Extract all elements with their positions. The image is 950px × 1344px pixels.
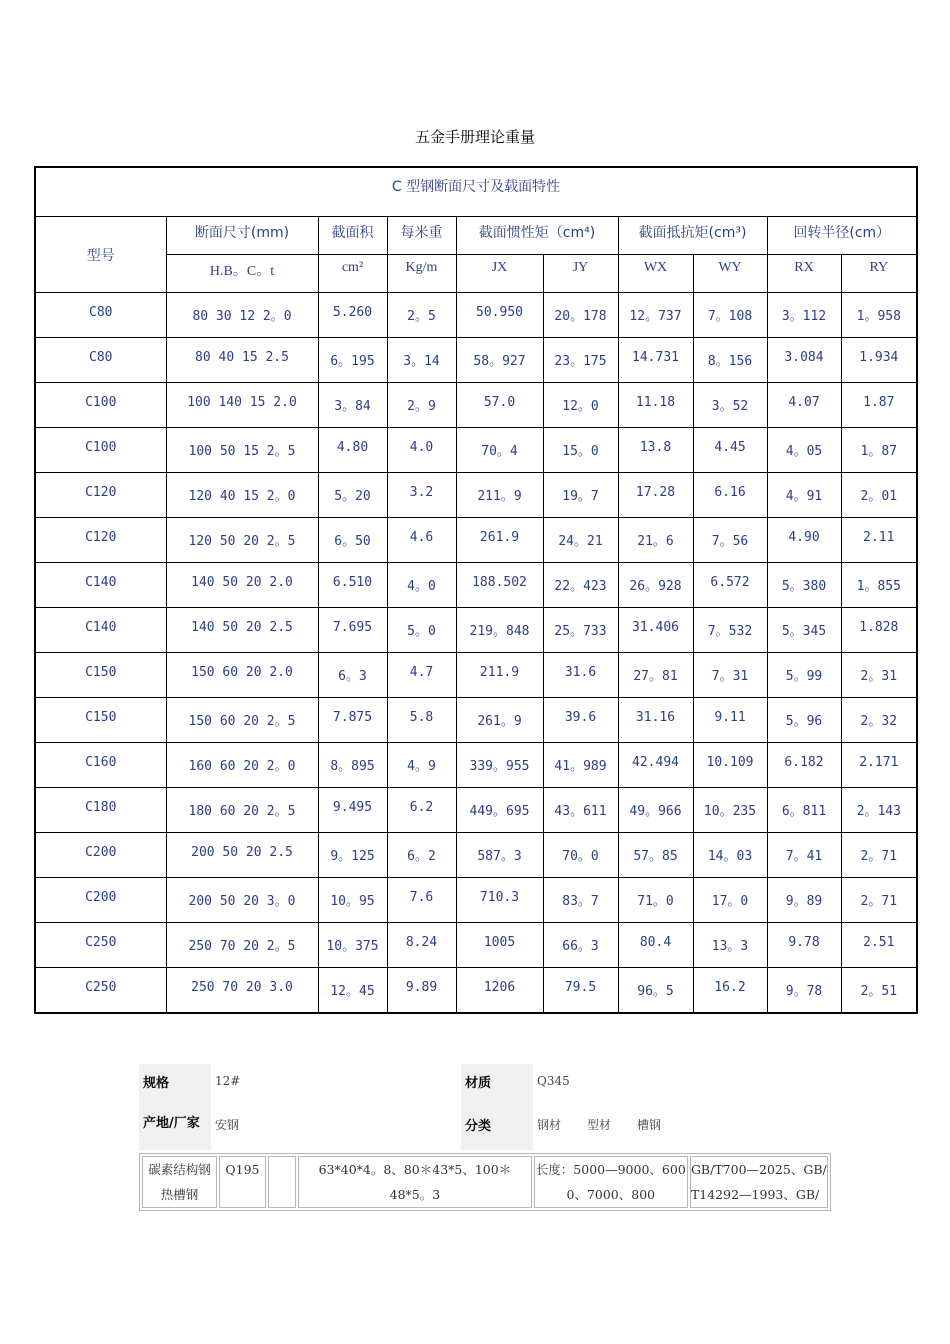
cell-model: C200 <box>35 878 166 923</box>
cell-model: C100 <box>35 428 166 473</box>
subheader-jx: JX <box>456 255 543 293</box>
header-modulus: 截面抵抗矩(cm³) <box>618 217 767 255</box>
cell-ry: 1。87 <box>841 428 917 473</box>
spec-detail-table <box>139 1153 831 1211</box>
subheader-rx: RX <box>767 255 841 293</box>
cell-weight: 4。0 <box>387 563 456 608</box>
cell-rx: 5。380 <box>767 563 841 608</box>
category-channel-link[interactable]: 槽钢 <box>637 1117 662 1132</box>
cell-wy: 7。108 <box>693 293 767 338</box>
cell-wx: 31.406 <box>618 608 693 653</box>
table-row <box>35 518 917 563</box>
cell-model: C80 <box>35 338 166 383</box>
cell-rx: 4.90 <box>767 518 841 563</box>
cell-model: C250 <box>35 968 166 1014</box>
table-row <box>35 473 917 518</box>
cell-jy: 43。611 <box>543 788 618 833</box>
cell-jx: 70。4 <box>456 428 543 473</box>
table-row <box>35 743 917 788</box>
cell-weight: 8.24 <box>387 923 456 968</box>
cell-wy: 10.109 <box>693 743 767 788</box>
cell-dims: 250 70 20 2。5 <box>166 923 318 968</box>
cell-jx: 188.502 <box>456 563 543 608</box>
cell-wy: 6.572 <box>693 563 767 608</box>
cell-area: 7.875 <box>318 698 387 743</box>
cell-area: 12。45 <box>318 968 387 1014</box>
cell-area: 6。195 <box>318 338 387 383</box>
spec-value: 12# <box>211 1064 461 1098</box>
table-row <box>35 833 917 878</box>
cell-model: C150 <box>35 653 166 698</box>
cell-jx: 449。695 <box>456 788 543 833</box>
cell-wy: 17。0 <box>693 878 767 923</box>
cell-ry: 2。71 <box>841 878 917 923</box>
cell-wy: 13。3 <box>693 923 767 968</box>
cell-jy: 41。989 <box>543 743 618 788</box>
cell-weight: 6.2 <box>387 788 456 833</box>
cell-ry: 2.171 <box>841 743 917 788</box>
cell-ry: 1.87 <box>841 383 917 428</box>
cell-rx: 3.084 <box>767 338 841 383</box>
cell-wy: 6.16 <box>693 473 767 518</box>
cell-wy: 7。31 <box>693 653 767 698</box>
cell-rx: 4。05 <box>767 428 841 473</box>
cell-jy: 12。0 <box>543 383 618 428</box>
cell-dims: 120 40 15 2。0 <box>166 473 318 518</box>
cell-wx: 17.28 <box>618 473 693 518</box>
table-caption: C 型钢断面尺寸及载面特性 <box>35 167 917 217</box>
cell-ry: 1.934 <box>841 338 917 383</box>
header-model: 型号 <box>35 217 166 293</box>
cell-ry: 2。51 <box>841 968 917 1014</box>
header-area: 截面积 <box>318 217 387 255</box>
cell-jy: 24。21 <box>543 518 618 563</box>
subheader-jy: JY <box>543 255 618 293</box>
cell-dims: 250 70 20 3.0 <box>166 968 318 1014</box>
cell-jx: 219。848 <box>456 608 543 653</box>
material-value: Q345 <box>533 1064 831 1098</box>
material-label: 材质 <box>461 1064 533 1098</box>
cell-wy: 7。532 <box>693 608 767 653</box>
subheader-wy: WY <box>693 255 767 293</box>
cell-weight: 4.6 <box>387 518 456 563</box>
cell-model: C120 <box>35 473 166 518</box>
cell-weight: 2。5 <box>387 293 456 338</box>
cell-wy: 8。156 <box>693 338 767 383</box>
cell-jy: 83。7 <box>543 878 618 923</box>
header-inertia: 截面惯性矩（cm⁴) <box>456 217 618 255</box>
cell-rx: 4。91 <box>767 473 841 518</box>
category-steel-link[interactable]: 钢材 <box>537 1117 562 1132</box>
cell-weight: 9.89 <box>387 968 456 1014</box>
cell-area: 9.495 <box>318 788 387 833</box>
cell-jx: 211.9 <box>456 653 543 698</box>
cell-jy: 19。7 <box>543 473 618 518</box>
cell-ry: 1。958 <box>841 293 917 338</box>
cell-dims: 80 30 12 2。0 <box>166 293 318 338</box>
cell-model: C200 <box>35 833 166 878</box>
table-row <box>35 338 917 383</box>
cell-wx: 80.4 <box>618 923 693 968</box>
spec-row-standard: GB/T700—2025、GB/T14292—1993、GB/ <box>690 1156 828 1208</box>
cell-area: 5.260 <box>318 293 387 338</box>
c-steel-table <box>34 166 918 1014</box>
cell-jy: 20。178 <box>543 293 618 338</box>
cell-weight: 4.7 <box>387 653 456 698</box>
cell-rx: 5。96 <box>767 698 841 743</box>
spec-row-grade: Q195 <box>219 1156 266 1208</box>
cell-ry: 1。855 <box>841 563 917 608</box>
cell-model: C80 <box>35 293 166 338</box>
cell-ry: 1.828 <box>841 608 917 653</box>
cell-jy: 70。0 <box>543 833 618 878</box>
cell-wy: 16.2 <box>693 968 767 1014</box>
header-weight: 每米重 <box>387 217 456 255</box>
cell-wx: 11.18 <box>618 383 693 428</box>
cell-jy: 39.6 <box>543 698 618 743</box>
cell-model: C180 <box>35 788 166 833</box>
cell-jy: 23。175 <box>543 338 618 383</box>
cell-rx: 9.78 <box>767 923 841 968</box>
spec-row-blank <box>268 1156 296 1208</box>
header-dims: 断面尺寸(mm) <box>166 217 318 255</box>
cell-wy: 4.45 <box>693 428 767 473</box>
cell-jy: 25。733 <box>543 608 618 653</box>
cell-jx: 710.3 <box>456 878 543 923</box>
cell-jy: 15。0 <box>543 428 618 473</box>
cell-dims: 180 60 20 2。5 <box>166 788 318 833</box>
cell-weight: 3.2 <box>387 473 456 518</box>
cell-model: C150 <box>35 698 166 743</box>
table-row <box>35 428 917 473</box>
cell-ry: 2.51 <box>841 923 917 968</box>
spec-row-name: 碳素结构钢热槽钢 <box>142 1156 217 1208</box>
cell-wx: 26。928 <box>618 563 693 608</box>
cell-rx: 6。811 <box>767 788 841 833</box>
cell-dims: 80 40 15 2.5 <box>166 338 318 383</box>
spec-row-length: 长度：5000—9000、6000、7000、800 <box>534 1156 688 1208</box>
cell-dims: 100 50 15 2。5 <box>166 428 318 473</box>
page-title: 五金手册理论重量 <box>414 128 535 146</box>
origin-label: 产地/厂家 <box>139 1098 211 1150</box>
cell-weight: 6。2 <box>387 833 456 878</box>
cell-model: C250 <box>35 923 166 968</box>
cell-model: C140 <box>35 563 166 608</box>
cell-weight: 5。0 <box>387 608 456 653</box>
cell-weight: 5.8 <box>387 698 456 743</box>
cell-dims: 100 140 15 2.0 <box>166 383 318 428</box>
table-row <box>35 383 917 428</box>
table-row <box>35 968 917 1014</box>
cell-wx: 14.731 <box>618 338 693 383</box>
cell-area: 10。95 <box>318 878 387 923</box>
cell-rx: 6.182 <box>767 743 841 788</box>
subheader-weight-unit: Kg/m <box>387 255 456 293</box>
cell-weight: 2。9 <box>387 383 456 428</box>
cell-model: C160 <box>35 743 166 788</box>
cell-rx: 5。345 <box>767 608 841 653</box>
cell-ry: 2。01 <box>841 473 917 518</box>
cell-ry: 2。31 <box>841 653 917 698</box>
cell-wy: 9.11 <box>693 698 767 743</box>
table-row <box>35 923 917 968</box>
cell-jx: 261。9 <box>456 698 543 743</box>
cell-weight: 3。14 <box>387 338 456 383</box>
cell-wy: 7。56 <box>693 518 767 563</box>
cell-rx: 7。41 <box>767 833 841 878</box>
cell-wx: 96。5 <box>618 968 693 1014</box>
subheader-area-unit: cm² <box>318 255 387 293</box>
cell-wx: 49。966 <box>618 788 693 833</box>
cell-rx: 9。78 <box>767 968 841 1014</box>
cell-jx: 211。9 <box>456 473 543 518</box>
header-radius: 回转半径(cm） <box>767 217 917 255</box>
category-label: 分类 <box>461 1098 533 1150</box>
table-body <box>35 293 917 1014</box>
cell-wx: 27。81 <box>618 653 693 698</box>
cell-area: 6。50 <box>318 518 387 563</box>
cell-jx: 1005 <box>456 923 543 968</box>
cell-wx: 12。737 <box>618 293 693 338</box>
cell-wx: 42.494 <box>618 743 693 788</box>
cell-dims: 120 50 20 2。5 <box>166 518 318 563</box>
cell-area: 5。20 <box>318 473 387 518</box>
cell-area: 6.510 <box>318 563 387 608</box>
cell-rx: 9。89 <box>767 878 841 923</box>
cell-wx: 21。6 <box>618 518 693 563</box>
cell-weight: 4.0 <box>387 428 456 473</box>
cell-wy: 14。03 <box>693 833 767 878</box>
origin-value: 安钢 <box>211 1098 461 1150</box>
cell-jx: 587。3 <box>456 833 543 878</box>
subheader-wx: WX <box>618 255 693 293</box>
cell-weight: 7.6 <box>387 878 456 923</box>
cell-model: C100 <box>35 383 166 428</box>
cell-dims: 160 60 20 2。0 <box>166 743 318 788</box>
table-row <box>35 653 917 698</box>
cell-wx: 13.8 <box>618 428 693 473</box>
cell-dims: 140 50 20 2.5 <box>166 608 318 653</box>
table-row <box>35 698 917 743</box>
cell-wy: 10。235 <box>693 788 767 833</box>
spec-label: 规格 <box>139 1064 211 1098</box>
cell-jx: 261.9 <box>456 518 543 563</box>
cell-area: 9。125 <box>318 833 387 878</box>
table-row <box>35 608 917 653</box>
cell-jy: 66。3 <box>543 923 618 968</box>
cell-jx: 1206 <box>456 968 543 1014</box>
category-values <box>533 1098 831 1150</box>
cell-rx: 4.07 <box>767 383 841 428</box>
cell-area: 10。375 <box>318 923 387 968</box>
cell-rx: 3。112 <box>767 293 841 338</box>
spec-row-sizes: 63*40*4。8、80＊43*5、100＊48*5。3 <box>298 1156 531 1208</box>
cell-dims: 200 50 20 2.5 <box>166 833 318 878</box>
cell-dims: 140 50 20 2.0 <box>166 563 318 608</box>
table-row <box>35 293 917 338</box>
cell-area: 7.695 <box>318 608 387 653</box>
table-row <box>35 878 917 923</box>
cell-area: 6。3 <box>318 653 387 698</box>
cell-wx: 71。0 <box>618 878 693 923</box>
table-row <box>35 563 917 608</box>
cell-ry: 2.11 <box>841 518 917 563</box>
cell-wx: 57。85 <box>618 833 693 878</box>
category-profile-link[interactable]: 型材 <box>587 1117 612 1132</box>
cell-area: 3。84 <box>318 383 387 428</box>
cell-jx: 50.950 <box>456 293 543 338</box>
subheader-ry: RY <box>841 255 917 293</box>
cell-dims: 150 60 20 2.0 <box>166 653 318 698</box>
cell-dims: 150 60 20 2。5 <box>166 698 318 743</box>
cell-rx: 5。99 <box>767 653 841 698</box>
cell-area: 8。895 <box>318 743 387 788</box>
cell-jx: 339。955 <box>456 743 543 788</box>
cell-wy: 3。52 <box>693 383 767 428</box>
cell-model: C120 <box>35 518 166 563</box>
cell-jx: 58。927 <box>456 338 543 383</box>
cell-jy: 22。423 <box>543 563 618 608</box>
cell-jy: 31.6 <box>543 653 618 698</box>
cell-jx: 57.0 <box>456 383 543 428</box>
cell-ry: 2。32 <box>841 698 917 743</box>
cell-area: 4.80 <box>318 428 387 473</box>
cell-wx: 31.16 <box>618 698 693 743</box>
cell-ry: 2。71 <box>841 833 917 878</box>
cell-jy: 79.5 <box>543 968 618 1014</box>
cell-model: C140 <box>35 608 166 653</box>
table-row <box>35 788 917 833</box>
cell-ry: 2。143 <box>841 788 917 833</box>
cell-weight: 4。9 <box>387 743 456 788</box>
cell-dims: 200 50 20 3。0 <box>166 878 318 923</box>
subheader-dims: H.B。C。t <box>166 255 318 293</box>
spec-info-table <box>139 1064 831 1150</box>
